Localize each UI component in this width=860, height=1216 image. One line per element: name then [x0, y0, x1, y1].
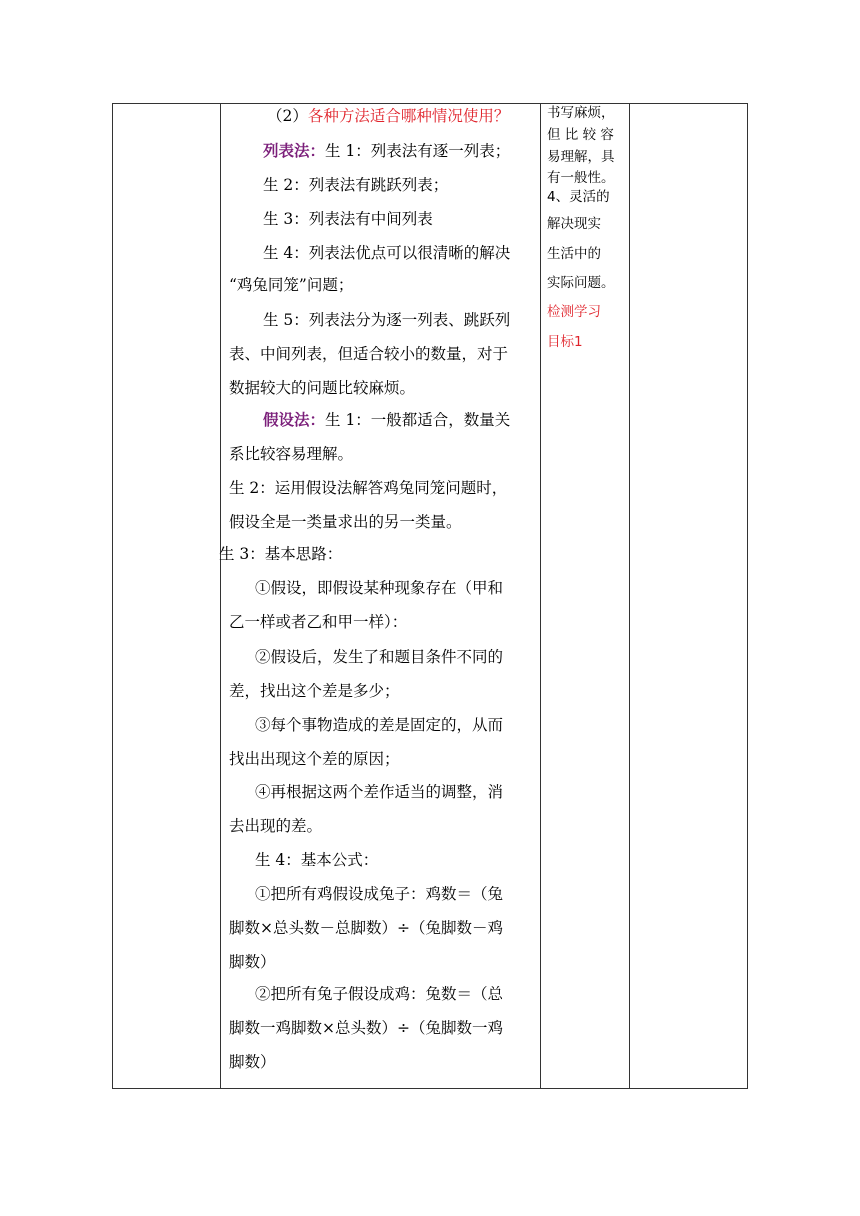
idea-step: 乙一样或者乙和甲一样）： [229, 613, 408, 631]
student-answer: 生 4：基本公式： [255, 851, 379, 869]
formula-line: 脚数一鸡脚数×总头数）÷（兔脚数一鸡 [229, 1019, 503, 1037]
teaching-process-cell [221, 104, 539, 1088]
note-line: 实际问题。 [547, 275, 615, 291]
student-answer: 生 5：列表法分为逐一列表、跳跃列 [263, 311, 511, 329]
student-answer: 系比较容易理解。 [229, 445, 354, 463]
assume-method-line [263, 410, 510, 430]
student-answer: 生 1：一般都适合，数量关 [325, 411, 511, 429]
student-answer: 生 4：列表法优点可以很清晰的解决 [263, 244, 511, 262]
idea-step: 差，找出这个差是多少； [229, 682, 400, 700]
formula-line: ①把所有鸡假设成兔子：鸡数＝（兔 [255, 885, 504, 903]
question-number: （2） [267, 107, 308, 125]
note-line: 4、灵活的 [547, 189, 610, 205]
student-answer: “鸡兔同笼”问题； [229, 276, 354, 294]
lesson-table [112, 103, 748, 1089]
note-goal-line: 目标1 [547, 334, 583, 350]
idea-step: 找出出现这个差的原因； [229, 750, 400, 768]
student-answer: 生 2：列表法有跳跃列表； [263, 176, 449, 194]
note-line: 解决现实 [547, 216, 601, 232]
student-answer: 生 3：列表法有中间列表 [263, 210, 433, 228]
student-answer: 表、中间列表，但适合较小的数量，对于 [229, 345, 509, 363]
idea-step: 去出现的差。 [229, 817, 323, 835]
note-line: 易理解，具 [547, 149, 615, 165]
student-answer: 生 2：运用假设法解答鸡兔同笼问题时， [229, 479, 508, 497]
note-goal-line: 检测学习 [547, 304, 601, 320]
assume-method-label: 假设法： [263, 410, 326, 429]
student-answer: 假设全是一类量求出的另一类量。 [229, 513, 462, 531]
list-method-label: 列表法： [263, 141, 326, 160]
question-text: 各种方法适合哪种情况使用？ [307, 107, 510, 125]
formula-line: ②把所有兔子假设成鸡：兔数＝（总 [255, 985, 504, 1003]
design-intent-cell [540, 104, 628, 1088]
idea-step: ④再根据这两个差作适当的调整，消 [255, 783, 504, 801]
idea-step: ②假设后，发生了和题目条件不同的 [255, 648, 504, 666]
student-answer: 数据较大的问题比较麻烦。 [229, 379, 416, 397]
question-line [267, 106, 509, 126]
idea-step: ①假设，即假设某种现象存在（甲和 [255, 579, 504, 597]
student-answer: 生 3：基本思路： [219, 545, 343, 563]
column-divider [629, 104, 630, 1088]
formula-line: 脚数×总头数－总脚数）÷（兔脚数－鸡 [229, 919, 503, 937]
student-answer: 生 1：列表法有逐一列表； [325, 142, 511, 160]
note-line: 生活中的 [547, 246, 601, 262]
note-line: 但 比 较 容 [547, 127, 614, 143]
list-method-line [263, 141, 510, 161]
formula-line: 脚数） [229, 1053, 276, 1071]
idea-step: ③每个事物造成的差是固定的，从而 [255, 716, 504, 734]
formula-line: 脚数） [229, 953, 276, 971]
note-line: 书写麻烦， [547, 105, 615, 121]
note-line: 有一般性。 [547, 170, 615, 186]
